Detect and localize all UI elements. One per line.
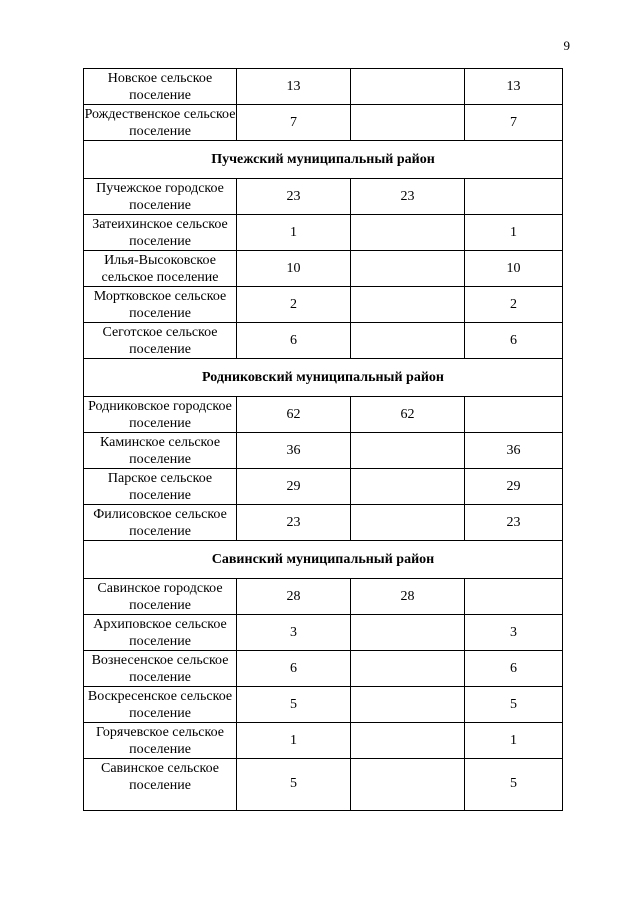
table-row — [84, 615, 563, 651]
value-cell-3: 1 — [465, 215, 563, 251]
settlement-name-cell: Пучежское городское поселение — [84, 179, 237, 215]
value-cell-2 — [351, 215, 465, 251]
value-cell-1: 6 — [237, 651, 351, 687]
settlement-name-cell: Новское сельское поселение — [84, 69, 237, 105]
value-cell-2: 28 — [351, 579, 465, 615]
table-row — [84, 651, 563, 687]
value-cell-1: 28 — [237, 579, 351, 615]
value-cell-2: 62 — [351, 397, 465, 433]
settlement-name-cell: Каминское сельское поселение — [84, 433, 237, 469]
value-cell-1: 13 — [237, 69, 351, 105]
value-cell-2 — [351, 469, 465, 505]
value-cell-3 — [465, 397, 563, 433]
table-row — [84, 215, 563, 251]
value-cell-2 — [351, 105, 465, 141]
district-name: Родниковский муниципальный район — [84, 359, 563, 397]
page-number: 9 — [563, 38, 570, 53]
value-cell-3 — [465, 179, 563, 215]
settlement-name-cell: Вознесенское сельское поселение — [84, 651, 237, 687]
value-cell-2 — [351, 723, 465, 759]
value-cell-2 — [351, 615, 465, 651]
table-row — [84, 323, 563, 359]
value-cell-2 — [351, 251, 465, 287]
district-header-row — [84, 541, 563, 579]
value-cell-1: 5 — [237, 687, 351, 723]
value-cell-3: 23 — [465, 505, 563, 541]
settlement-name-cell: Воскресенское сельское поселение — [84, 687, 237, 723]
table-row — [84, 251, 563, 287]
settlement-name-cell: Сеготское сельское поселение — [84, 323, 237, 359]
value-cell-2 — [351, 687, 465, 723]
value-cell-1: 10 — [237, 251, 351, 287]
value-cell-3: 1 — [465, 723, 563, 759]
value-cell-1: 29 — [237, 469, 351, 505]
value-cell-3: 5 — [465, 759, 563, 811]
table-row — [84, 505, 563, 541]
value-cell-2: 23 — [351, 179, 465, 215]
table-row — [84, 759, 563, 811]
district-name: Савинский муниципальный район — [84, 541, 563, 579]
value-cell-2 — [351, 287, 465, 323]
value-cell-1: 1 — [237, 215, 351, 251]
settlement-name-cell: Илья-Высоковское сельское поселение — [84, 251, 237, 287]
value-cell-3: 7 — [465, 105, 563, 141]
table-row — [84, 579, 563, 615]
district-header-row — [84, 141, 563, 179]
table-row — [84, 723, 563, 759]
table-row — [84, 179, 563, 215]
settlement-name-cell: Рождественское сельское поселение — [84, 106, 236, 139]
settlement-name-cell: Горячевское сельское поселение — [84, 723, 237, 759]
table-body — [84, 69, 563, 811]
value-cell-1: 62 — [237, 397, 351, 433]
value-cell-1: 36 — [237, 433, 351, 469]
value-cell-3: 10 — [465, 251, 563, 287]
settlement-name-cell: Мортковское сельское поселение — [84, 287, 237, 323]
table-row — [84, 287, 563, 323]
settlement-name-cell: Затеихинское сельское поселение — [84, 215, 237, 251]
table-row — [84, 69, 563, 105]
value-cell-1: 23 — [237, 179, 351, 215]
settlement-name-cell: Архиповское сельское поселение — [84, 615, 237, 651]
value-cell-2 — [351, 433, 465, 469]
settlement-name-cell: Савинское городское поселение — [84, 579, 237, 615]
table-row — [84, 433, 563, 469]
value-cell-3: 3 — [465, 615, 563, 651]
value-cell-1: 23 — [237, 505, 351, 541]
value-cell-3: 13 — [465, 69, 563, 105]
value-cell-3: 6 — [465, 323, 563, 359]
table-row — [84, 469, 563, 505]
value-cell-2 — [351, 759, 465, 811]
value-cell-2 — [351, 69, 465, 105]
district-header-row — [84, 359, 563, 397]
value-cell-3: 6 — [465, 651, 563, 687]
value-cell-1: 3 — [237, 615, 351, 651]
settlements-table — [83, 68, 563, 811]
value-cell-3 — [465, 579, 563, 615]
table-row — [84, 397, 563, 433]
value-cell-3: 29 — [465, 469, 563, 505]
value-cell-1: 1 — [237, 723, 351, 759]
value-cell-2 — [351, 505, 465, 541]
table-row — [84, 105, 563, 141]
settlement-name-cell: Родниковское городское поселение — [84, 397, 237, 433]
value-cell-3: 36 — [465, 433, 563, 469]
district-name: Пучежский муниципальный район — [84, 141, 563, 179]
value-cell-2 — [351, 323, 465, 359]
value-cell-1: 7 — [237, 105, 351, 141]
value-cell-1: 6 — [237, 323, 351, 359]
settlement-name-cell: Парское сельское поселение — [84, 469, 237, 505]
settlement-name-cell: Савинское сельское поселение — [84, 759, 237, 811]
value-cell-1: 2 — [237, 287, 351, 323]
settlement-name-cell: Филисовское сельское поселение — [84, 505, 237, 541]
value-cell-1: 5 — [237, 759, 351, 811]
value-cell-2 — [351, 651, 465, 687]
value-cell-3: 2 — [465, 287, 563, 323]
table-row — [84, 687, 563, 723]
value-cell-3: 5 — [465, 687, 563, 723]
